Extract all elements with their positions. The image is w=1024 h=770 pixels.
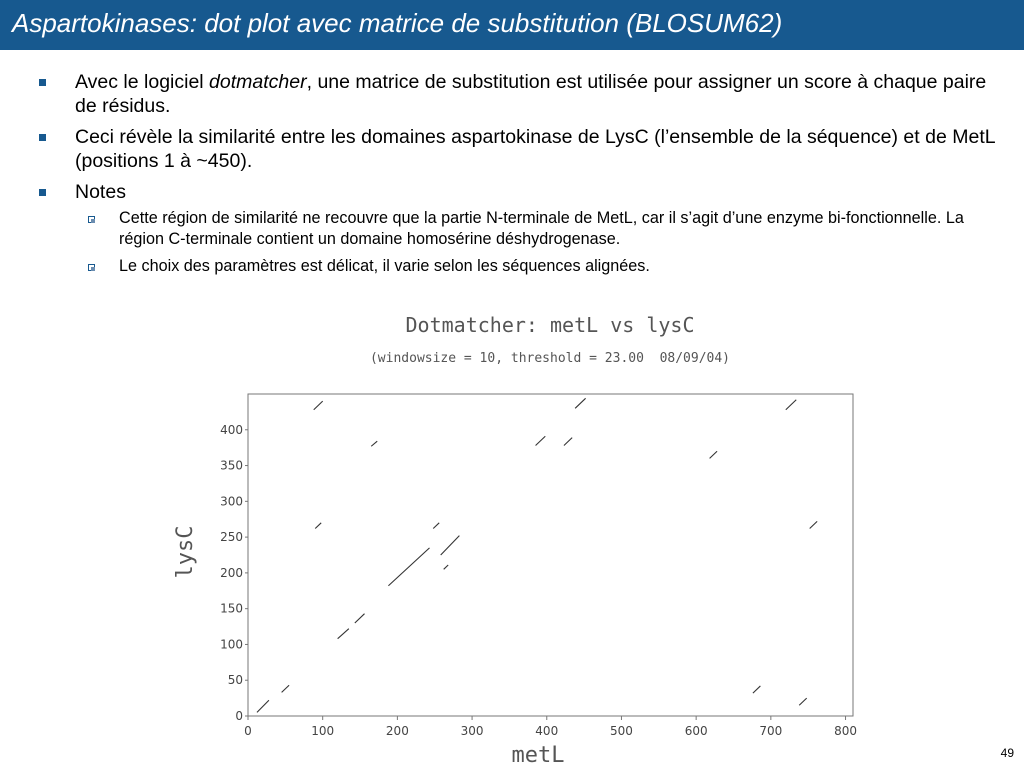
- sub-bullet-text: Cette région de similarité ne recouvre que la partie N-terminale de MetL, car il s’agit d’une enzyme bi-fonctionnelle. La région C-terminale contient un domaine homosérine déshydrogenase.: [119, 209, 964, 248]
- x-tick-label: 700: [759, 724, 783, 738]
- y-tick-label: 300: [220, 494, 243, 509]
- similarity-diagonal: [575, 398, 585, 408]
- similarity-diagonal: [444, 565, 448, 569]
- x-tick-label: 600: [684, 724, 708, 738]
- bullet-text: Ceci révèle la similarité entre les domaines aspartokinase de LysC (l’ensemble de la séquence) et de MetL (positions 1 à ~450).: [75, 126, 995, 172]
- hollow-square-bullet-icon: [88, 216, 95, 223]
- hollow-square-bullet-icon: [88, 264, 95, 271]
- x-tick-label: 500: [610, 724, 633, 738]
- similarity-diagonal: [536, 436, 546, 445]
- y-tick-label: 50: [227, 673, 243, 688]
- x-tick-label: 100: [311, 724, 335, 738]
- similarity-diagonal: [314, 401, 323, 410]
- x-tick-label: 300: [460, 724, 484, 738]
- similarity-diagonal: [564, 438, 572, 446]
- x-tick-label: 400: [535, 724, 559, 738]
- similarity-diagonal: [786, 400, 796, 410]
- sub-bullet-text: Le choix des paramètres est délicat, il varie selon les séquences alignées.: [119, 257, 650, 275]
- similarity-diagonal: [282, 685, 289, 692]
- bullet-emphasis: dotmatcher: [209, 71, 307, 93]
- y-tick-label: 350: [220, 458, 243, 473]
- similarity-diagonal: [433, 523, 439, 529]
- slide-title: Aspartokinases: dot plot avec matrice de substitution (BLOSUM62): [12, 8, 783, 38]
- y-tick-label: 400: [220, 422, 243, 437]
- y-tick-label: 0: [235, 709, 243, 723]
- plot-frame: [248, 394, 853, 716]
- similarity-diagonal: [355, 614, 365, 623]
- similarity-diagonal: [315, 523, 321, 529]
- title-bar: [0, 0, 1024, 50]
- y-tick-label: 150: [220, 601, 243, 616]
- similarity-diagonal: [810, 521, 817, 528]
- bullet-item: [38, 180, 998, 204]
- square-bullet-icon: [39, 134, 46, 141]
- bullet-text: , une matrice de substitution est utilisée pour assigner un score à chaque paire de résidus.: [75, 71, 987, 117]
- y-tick-label: 200: [220, 565, 243, 580]
- bullet-text: Notes: [75, 181, 126, 203]
- similarity-diagonal: [441, 536, 460, 555]
- similarity-diagonal: [338, 629, 349, 639]
- x-axis-label: metL: [511, 743, 565, 768]
- similarity-diagonal: [257, 700, 269, 712]
- y-tick-label: 250: [220, 530, 243, 545]
- similarity-diagonal: [753, 686, 760, 693]
- bullet-list: [38, 70, 998, 283]
- x-tick-label: 800: [834, 724, 857, 738]
- similarity-diagonal: [388, 548, 429, 586]
- square-bullet-icon: [39, 79, 46, 86]
- similarity-diagonal: [371, 441, 377, 446]
- page-number: 49: [1000, 746, 1014, 760]
- plot-area: [220, 394, 857, 738]
- chart-subtitle: (windowsize = 10, threshold = 23.00 08/09/04): [369, 351, 731, 366]
- sub-bullet-item: [38, 256, 998, 277]
- y-axis-label: lysC: [173, 525, 198, 579]
- bullet-item: [38, 70, 998, 118]
- square-bullet-icon: [39, 189, 46, 196]
- y-tick-label: 100: [220, 637, 243, 652]
- similarity-diagonal: [710, 451, 717, 458]
- similarity-diagonal: [799, 698, 806, 705]
- sub-bullet-item: [38, 208, 998, 250]
- bullet-text: Avec le logiciel: [75, 71, 210, 93]
- bullet-item: [38, 125, 998, 173]
- x-tick-label: 200: [385, 724, 409, 738]
- x-tick-label: 0: [244, 724, 252, 738]
- dot-plot-chart: [150, 300, 890, 770]
- chart-title: Dotmatcher: metL vs lysC: [405, 313, 695, 337]
